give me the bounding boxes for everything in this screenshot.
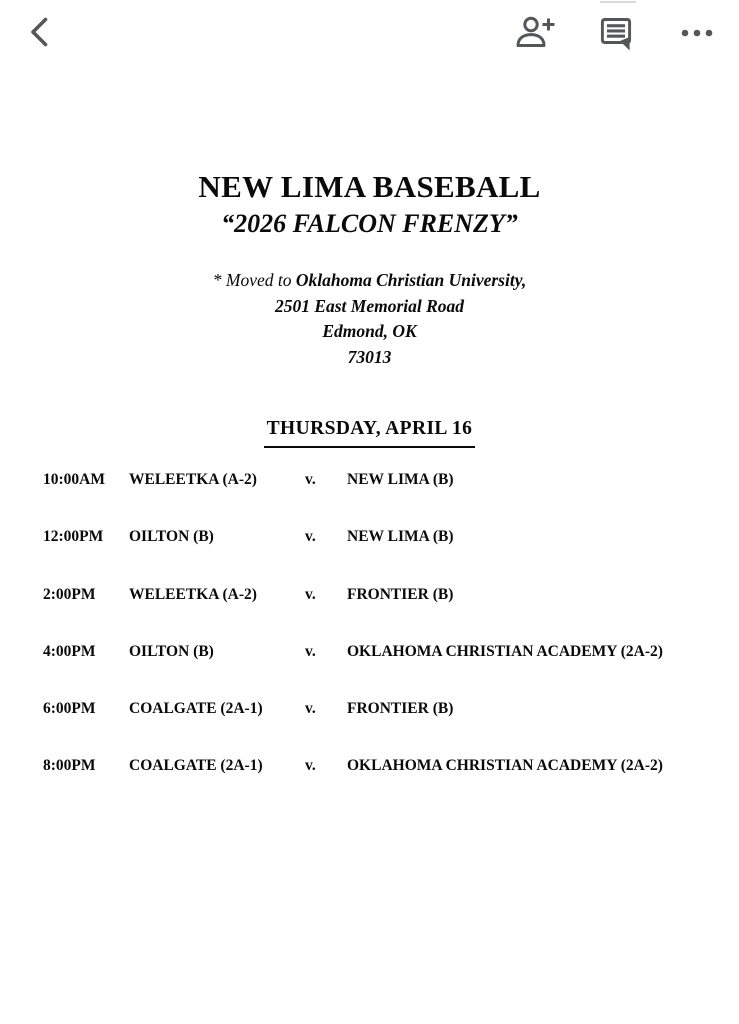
game-time: 6:00PM <box>43 700 96 718</box>
team-one: WELEETKA (A-2) <box>129 585 257 603</box>
team-one: COALGATE (2A-1) <box>129 757 263 775</box>
game-time: 8:00PM <box>43 757 96 775</box>
game-time: 2:00PM <box>43 585 96 603</box>
venue-address-line2: Edmond, OK <box>322 321 417 342</box>
versus-label: v. <box>305 642 316 660</box>
venue-address-line1: 2501 East Memorial Road <box>274 295 465 316</box>
venue-name: Oklahoma Christian University, <box>295 270 527 290</box>
game-time: 10:00AM <box>43 471 105 488</box>
team-two: OKLAHOMA CHRISTIAN ACADEMY (2A-2) <box>347 757 663 775</box>
schedule-row <box>0 642 739 699</box>
versus-label: v. <box>305 528 316 546</box>
game-time: 4:00PM <box>43 642 96 660</box>
venue-address-line3: 73013 <box>347 346 392 367</box>
schedule-row <box>0 699 739 756</box>
versus-label: v. <box>305 471 316 488</box>
team-one: WELEETKA (A-2) <box>129 471 257 488</box>
venue-note-prefix: * Moved to <box>212 270 296 290</box>
document-subtitle: “2026 FALCON FRENZY” <box>221 209 518 238</box>
schedule-row <box>0 585 739 642</box>
versus-label: v. <box>305 757 316 775</box>
team-two: OKLAHOMA CHRISTIAN ACADEMY (2A-2) <box>347 642 663 660</box>
team-one: COALGATE (2A-1) <box>129 700 263 718</box>
team-one: OILTON (B) <box>129 642 214 660</box>
team-two: FRONTIER (B) <box>347 700 454 718</box>
venue-note <box>0 268 739 370</box>
venue-note-line1 <box>0 268 739 294</box>
schedule-row <box>0 470 739 527</box>
versus-label: v. <box>305 700 316 718</box>
date-heading-text: THURSDAY, APRIL 16 <box>264 414 476 448</box>
team-two: NEW LIMA (B) <box>347 528 454 546</box>
schedule-row <box>0 756 739 813</box>
team-two: FRONTIER (B) <box>347 585 454 603</box>
date-heading <box>0 414 739 448</box>
document-title: NEW LIMA BASEBALL <box>198 169 541 204</box>
game-schedule <box>0 470 739 814</box>
schedule-row <box>0 527 739 584</box>
versus-label: v. <box>305 585 316 603</box>
team-one: OILTON (B) <box>129 528 214 546</box>
game-time: 12:00PM <box>43 528 104 546</box>
team-two: NEW LIMA (B) <box>347 471 454 488</box>
